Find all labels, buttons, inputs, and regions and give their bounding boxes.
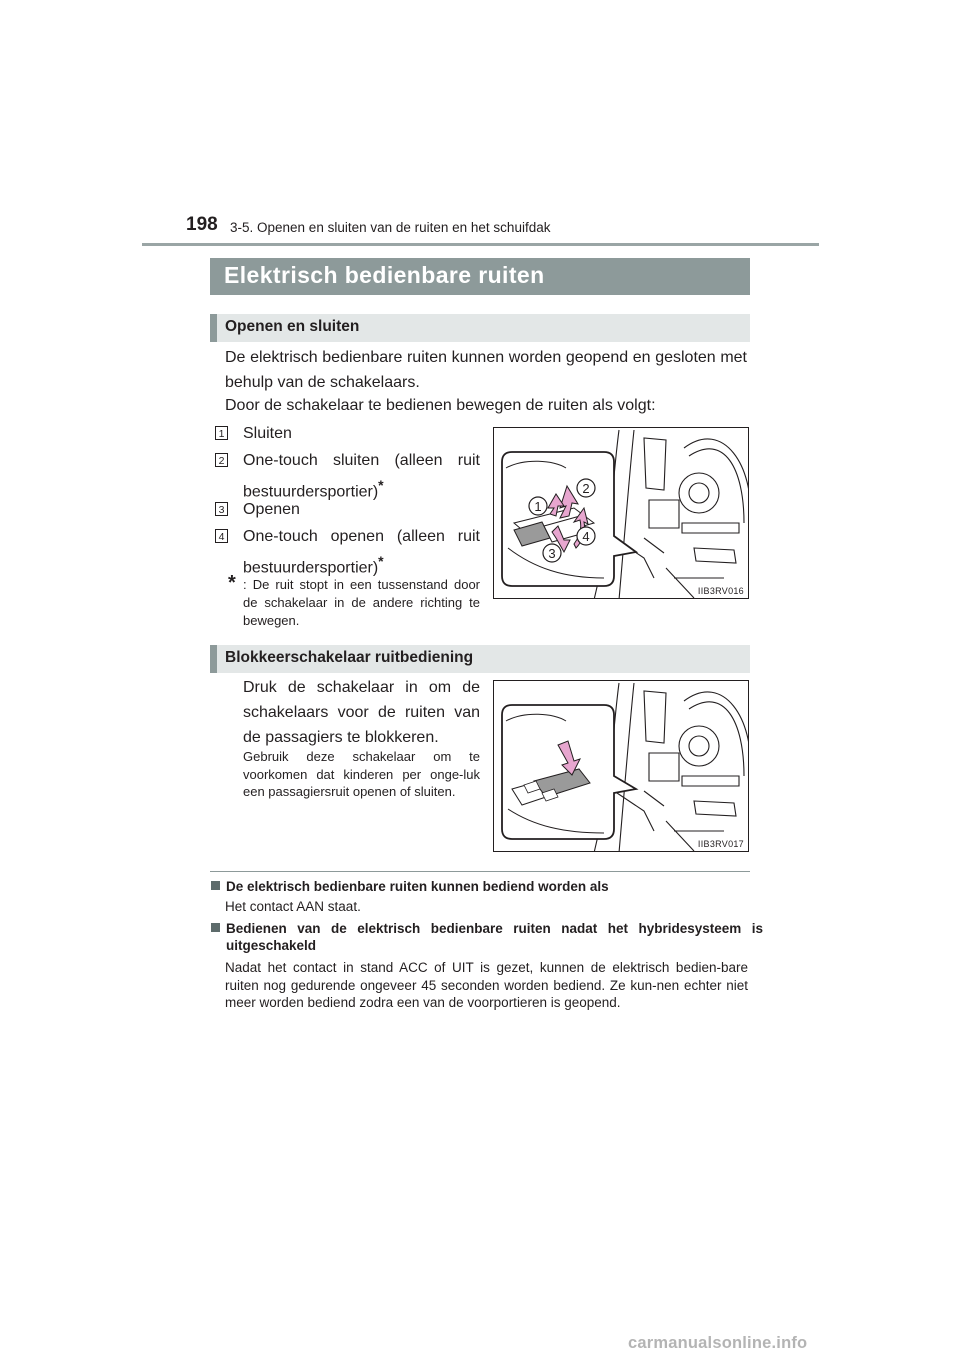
header-rule [142, 243, 819, 246]
step-text-one-touch-close: One-touch sluiten (alleen ruit bestuurdersportier)* [243, 452, 480, 501]
step-text-close: Sluiten [243, 425, 292, 442]
watermark: carmanualsonline.info [628, 1334, 808, 1352]
figure-code: IIB3RV016 [697, 586, 744, 596]
note-heading: De elektrisch bedienbare ruiten kunnen bediend worden als [211, 878, 751, 895]
intro-paragraph: De elektrisch bedienbare ruiten kunnen worden geopend en gesloten met behulp van de schakelaars. [225, 349, 747, 391]
asterisk-mark: * [378, 553, 384, 569]
door-switch-drawing [494, 428, 749, 599]
step-number-badge: 2 [215, 453, 228, 467]
square-bullet-icon [211, 881, 220, 890]
note-heading: Bedienen van de elektrisch bedienbare ruiten nadat het hybridesysteem is uitgeschakeld [211, 920, 763, 954]
step-text-open: Openen [243, 501, 300, 518]
section-heading-lock-switch: Blokkeerschakelaar ruitbediening [210, 645, 750, 673]
footnote-text: : De ruit stopt in een tussenstand door de schakelaar in de andere richting te bewegen. [243, 577, 480, 628]
figure-callout-3: 3 [548, 546, 556, 561]
note-text: Het contact AAN staat. [225, 899, 361, 914]
lock-switch-paragraph: Druk de schakelaar in om de schakelaars voor de ruiten van de passagiers te blokkeren. [243, 679, 480, 746]
page-number: 198 [186, 214, 218, 235]
section-heading-open-close: Openen en sluiten [210, 314, 750, 342]
instruction-paragraph: Door de schakelaar te bedienen bewegen de ruiten als volgt: [225, 397, 656, 414]
figure-code: IIB3RV017 [697, 839, 744, 849]
page-title: Elektrisch bedienbare ruiten [210, 258, 750, 295]
figure-callout-4: 4 [582, 529, 590, 544]
note-text: Nadat het contact in stand ACC of UIT is gezet, kunnen de elektrisch bedien-bare ruiten nog gedurende ongeveer 45 seconden worden bediend. Ze kun-nen echter niet meer worden bediend zodra een van de voorportieren is geopend. [225, 960, 748, 1010]
step-text-one-touch-open: One-touch openen (alleen ruit bestuurdersportier)* [243, 528, 480, 577]
step-number-badge: 4 [215, 529, 228, 543]
window-switch-illustration [493, 427, 749, 599]
figure-callout-1: 1 [534, 499, 542, 514]
lock-switch-note: Gebruik deze schakelaar om te voorkomen dat kinderen per onge-luk een passagiersruit openen of sluiten. [243, 749, 480, 799]
asterisk-mark: * [378, 477, 384, 493]
lock-switch-illustration [493, 680, 749, 852]
figure-callout-2: 2 [582, 481, 590, 496]
step-number-badge: 1 [215, 426, 228, 440]
lock-switch-drawing [494, 681, 749, 852]
step-number-badge: 3 [215, 502, 228, 516]
square-bullet-icon [211, 923, 220, 932]
footnote-asterisk: * [228, 572, 236, 594]
section-divider [210, 871, 750, 872]
running-header: 3-5. Openen en sluiten van de ruiten en het schuifdak [230, 220, 551, 235]
